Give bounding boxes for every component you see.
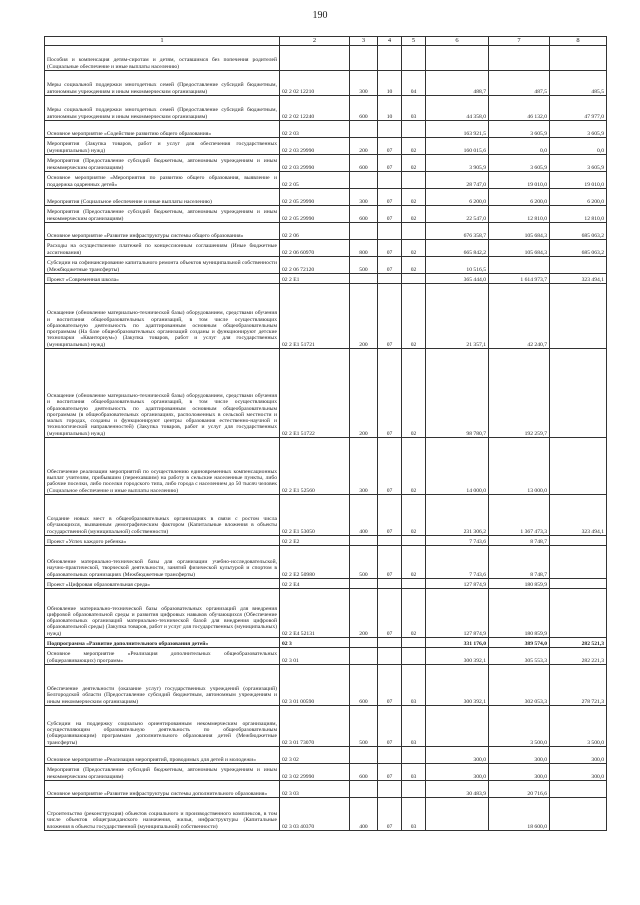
section-code: [378, 223, 402, 240]
subsection-code: 03: [402, 706, 426, 747]
table-row: [45, 121, 607, 138]
section-code: 07: [378, 240, 402, 257]
table-row: [45, 536, 607, 546]
section-code: 07: [378, 349, 402, 438]
amount-year-3: 12 810,0: [550, 206, 607, 223]
subsection-code: [402, 172, 426, 189]
target-article-code: 02 2 05 29990: [280, 189, 350, 206]
amount-year-2: 3 605,9: [489, 121, 550, 138]
section-code: 07: [378, 206, 402, 223]
amount-year-3: 323 494,1: [550, 495, 607, 536]
amount-year-3: 282 221,3: [550, 648, 607, 665]
target-article-code: 02 3 03: [280, 781, 350, 798]
expense-type-code: 300: [350, 438, 378, 495]
amount-year-3: 47 977,0: [550, 96, 607, 121]
subsection-code: 02: [402, 438, 426, 495]
target-article-code: 02 2 06 72120: [280, 257, 350, 274]
amount-year-2: [489, 46, 550, 71]
subsection-code: 02: [402, 257, 426, 274]
target-article-code: 02 2 06: [280, 223, 350, 240]
amount-year-3: 300,0: [550, 764, 607, 781]
amount-year-3: [550, 536, 607, 546]
section-code: [378, 747, 402, 764]
table-row: [45, 781, 607, 798]
expense-type-code: [350, 46, 378, 71]
page-number: 190: [312, 10, 328, 21]
row-name-cell: Мероприятия (Предоставление субсидий бюджетным, автономным учреждениям и иным некоммерческим организациям): [45, 764, 280, 781]
amount-year-2: 20 716,6: [489, 781, 550, 798]
subsection-code: 02: [402, 349, 426, 438]
amount-year-2: 300,0: [489, 747, 550, 764]
amount-year-1: 331 176,0: [426, 638, 489, 648]
amount-year-1: 7 743,6: [426, 536, 489, 546]
target-article-code: 02 2 E1 51722: [280, 349, 350, 438]
row-name-cell: Обновление материально-технической базы образовательных организаций для внедрения цифровой образовательной среды и развития цифровых навыков обучающихся (Обеспечение образовательных организаций материально-технической базой для внедрения цифровой образовательной среды) (Закупка товаров, работ и услуг для государственных (муниципальных) нужд): [45, 589, 280, 638]
table-row: [45, 257, 607, 274]
budget-table: [44, 36, 607, 831]
section-code: 07: [378, 155, 402, 172]
target-article-code: 02 3 02 29990: [280, 764, 350, 781]
target-article-code: 02 2 02 12240: [280, 96, 350, 121]
subsection-code: 03: [402, 96, 426, 121]
row-name-cell: Меры социальной поддержки многодетных семей (Предоставление субсидий бюджетным, автономным учреждениям и иным некоммерческим организациям): [45, 71, 280, 96]
amount-year-1: 231 306,2: [426, 495, 489, 536]
section-code: [378, 274, 402, 284]
table-row: [45, 172, 607, 189]
table-row: [45, 589, 607, 638]
amount-year-3: 485,5: [550, 71, 607, 96]
amount-year-3: [550, 349, 607, 438]
target-article-code: 02 2 03: [280, 121, 350, 138]
amount-year-1: 7 743,6: [426, 546, 489, 579]
subsection-code: 02: [402, 206, 426, 223]
subsection-code: [402, 274, 426, 284]
subsection-code: 02: [402, 589, 426, 638]
amount-year-2: 13 000,0: [489, 438, 550, 495]
subsection-code: 02: [402, 189, 426, 206]
expense-type-code: 600: [350, 206, 378, 223]
row-name-cell: Меры социальной поддержки многодетных семей (Предоставление субсидий бюджетным, автономным учреждениям и иным некоммерческим организациям): [45, 96, 280, 121]
section-code: [378, 121, 402, 138]
row-name-cell: Проект «Успех каждого ребенка»: [45, 536, 280, 546]
subsection-code: [402, 536, 426, 546]
row-name-cell: Расходы на осуществление платежей по концессионным соглашениям (Иные бюджетные ассигнования): [45, 240, 280, 257]
expense-type-code: [350, 579, 378, 589]
amount-year-3: 3 605,9: [550, 121, 607, 138]
expense-type-code: [350, 638, 378, 648]
subsection-code: 03: [402, 665, 426, 706]
expense-type-code: [350, 274, 378, 284]
row-name-cell: Подпрограмма «Развитие дополнительного образования детей»: [45, 638, 280, 648]
amount-year-1: 160 015,6: [426, 138, 489, 155]
expense-type-code: 800: [350, 240, 378, 257]
amount-year-1: 300 392,1: [426, 665, 489, 706]
table-row: [45, 46, 607, 71]
expense-type-code: 300: [350, 189, 378, 206]
section-code: [378, 46, 402, 71]
amount-year-1: 30 483,9: [426, 781, 489, 798]
amount-year-1: [426, 46, 489, 71]
amount-year-3: 3 605,9: [550, 155, 607, 172]
table-row: [45, 438, 607, 495]
column-header: 1: [45, 37, 280, 46]
row-name-cell: Основное мероприятие «Реализация мероприятий, проводимых для детей и молодежи»: [45, 747, 280, 764]
amount-year-1: 488,7: [426, 71, 489, 96]
target-article-code: 02 3 03 40370: [280, 798, 350, 831]
target-article-code: 02 2 E2 50980: [280, 546, 350, 579]
amount-year-2: 192 259,7: [489, 349, 550, 438]
amount-year-2: 180 859,9: [489, 579, 550, 589]
table-row: [45, 206, 607, 223]
amount-year-2: 12 810,0: [489, 206, 550, 223]
subsection-code: [402, 579, 426, 589]
section-code: 07: [378, 764, 402, 781]
amount-year-2: 8 748,7: [489, 546, 550, 579]
amount-year-1: 300,0: [426, 764, 489, 781]
column-header: 2: [280, 37, 350, 46]
amount-year-3: 300,0: [550, 747, 607, 764]
column-header: 5: [402, 37, 426, 46]
table-row: [45, 648, 607, 665]
table-row: [45, 189, 607, 206]
target-article-code: 02 2 E1 52560: [280, 438, 350, 495]
table-row: [45, 284, 607, 349]
target-article-code: 02 2 06 60970: [280, 240, 350, 257]
amount-year-2: 389 574,0: [489, 638, 550, 648]
amount-year-1: 163 921,5: [426, 121, 489, 138]
expense-type-code: [350, 172, 378, 189]
amount-year-3: [550, 438, 607, 495]
amount-year-2: 0,0: [489, 138, 550, 155]
section-code: 07: [378, 138, 402, 155]
expense-type-code: [350, 747, 378, 764]
section-code: 07: [378, 257, 402, 274]
amount-year-3: 278 721,3: [550, 665, 607, 706]
section-code: 07: [378, 798, 402, 831]
table-row: [45, 96, 607, 121]
expense-type-code: 600: [350, 764, 378, 781]
row-name-cell: Мероприятия (Социальное обеспечение и иные выплаты населению): [45, 189, 280, 206]
amount-year-3: 282 521,3: [550, 638, 607, 648]
amount-year-3: [550, 284, 607, 349]
target-article-code: 02 3: [280, 638, 350, 648]
target-article-code: [280, 46, 350, 71]
section-code: 07: [378, 706, 402, 747]
target-article-code: 02 2 E1 51721: [280, 284, 350, 349]
row-name-cell: Создание новых мест в общеобразовательных организациях в связи с ростом числа обучающихся, вызванным демографическим фактором (Капитальные вложения в объекты государственной (муниципальной) собственности): [45, 495, 280, 536]
row-name-cell: Обеспечение деятельности (оказание услуг) государственных учреждений (организаций) Белгородской области (Предоставление субсидий бюджетным, автономным учреждениям и иным некоммерческим организациям): [45, 665, 280, 706]
section-code: [378, 579, 402, 589]
amount-year-3: 3 500,0: [550, 706, 607, 747]
row-name-cell: Оснащение (обновление материально-технической базы) оборудованием, средствами обучения и воспитания общеобразовательных организаций, в том числе осуществляющих образовательную деятельность по адаптированным основным общеобразовательным программам (На базе общеобразовательных организаций созданы и функционируют детские технопарки «Кванториум») (Закупка товаров, работ и услуг для государственных (муниципальных) нужд): [45, 284, 280, 349]
target-article-code: 02 3 02: [280, 747, 350, 764]
amount-year-3: 323 494,1: [550, 274, 607, 284]
row-name-cell: Субсидии на поддержку социально ориентированным некоммерческим организациям, осуществляющим образовательную деятельность по общеобразовательным (общеразвивающим) программам дополнительного образования детей (Межбюджетные трансферты): [45, 706, 280, 747]
amount-year-2: 42 240,7: [489, 284, 550, 349]
table-row: [45, 798, 607, 831]
amount-year-2: 18 600,0: [489, 798, 550, 831]
target-article-code: 02 2 02 12210: [280, 71, 350, 96]
expense-type-code: 400: [350, 798, 378, 831]
expense-type-code: 600: [350, 96, 378, 121]
amount-year-3: [550, 798, 607, 831]
subsection-code: 02: [402, 155, 426, 172]
amount-year-3: 0,0: [550, 138, 607, 155]
section-code: [378, 648, 402, 665]
amount-year-1: 676 358,7: [426, 223, 489, 240]
amount-year-3: 685 063,2: [550, 223, 607, 240]
amount-year-1: 28 747,0: [426, 172, 489, 189]
target-article-code: 02 2 E2: [280, 536, 350, 546]
column-header: 7: [489, 37, 550, 46]
section-code: [378, 781, 402, 798]
expense-type-code: 200: [350, 589, 378, 638]
amount-year-1: 365 444,0: [426, 274, 489, 284]
row-name-cell: Основное мероприятие «Реализация дополнительных общеобразовательных (общеразвивающих) программ»: [45, 648, 280, 665]
amount-year-1: 14 000,0: [426, 438, 489, 495]
amount-year-2: 1 614 973,7: [489, 274, 550, 284]
amount-year-2: 180 859,9: [489, 589, 550, 638]
subsection-code: [402, 223, 426, 240]
table-row: [45, 138, 607, 155]
expense-type-code: 500: [350, 706, 378, 747]
expense-type-code: [350, 121, 378, 138]
amount-year-3: 19 010,0: [550, 172, 607, 189]
expense-type-code: 600: [350, 155, 378, 172]
amount-year-3: [550, 589, 607, 638]
header-row: [45, 37, 607, 46]
amount-year-2: 105 684,3: [489, 240, 550, 257]
section-code: 07: [378, 495, 402, 536]
amount-year-2: 105 684,3: [489, 223, 550, 240]
amount-year-3: [550, 257, 607, 274]
expense-type-code: 600: [350, 665, 378, 706]
table-row: [45, 495, 607, 536]
section-code: 07: [378, 438, 402, 495]
subsection-code: 03: [402, 764, 426, 781]
table-row: [45, 764, 607, 781]
table-row: [45, 155, 607, 172]
subsection-code: [402, 747, 426, 764]
table-row: [45, 546, 607, 579]
row-name-cell: Обеспечение реализации мероприятий по осуществлению единовременных компенсационных выплат учителям, прибывшим (переехавшим) на работу в сельские населенные пункты, либо рабочие поселки, либо поселки городского типа, либо города с населением до 50 тысяч человек (Социальное обеспечение и иные выплаты населению): [45, 438, 280, 495]
column-header: 4: [378, 37, 402, 46]
row-name-cell: Субсидии на софинансирование капитального ремонта объектов муниципальной собственности (Межбюджетные трансферты): [45, 257, 280, 274]
section-code: [378, 638, 402, 648]
subsection-code: [402, 781, 426, 798]
amount-year-1: 22 547,0: [426, 206, 489, 223]
amount-year-3: 6 200,0: [550, 189, 607, 206]
subsection-code: 02: [402, 240, 426, 257]
amount-year-1: 665 842,2: [426, 240, 489, 257]
expense-type-code: 200: [350, 284, 378, 349]
row-name-cell: Основное мероприятие «Содействие развитию общего образования»: [45, 121, 280, 138]
table-row: [45, 274, 607, 284]
subsection-code: [402, 638, 426, 648]
amount-year-2: 305 553,3: [489, 648, 550, 665]
row-name-cell: Проект «Цифровая образовательная среда»: [45, 579, 280, 589]
target-article-code: 02 3 01 00590: [280, 665, 350, 706]
amount-year-1: 10 516,5: [426, 257, 489, 274]
expense-type-code: 500: [350, 257, 378, 274]
amount-year-3: [550, 781, 607, 798]
amount-year-3: [550, 579, 607, 589]
column-header: 3: [350, 37, 378, 46]
target-article-code: 02 2 03 29990: [280, 138, 350, 155]
target-article-code: 02 2 E1 53050: [280, 495, 350, 536]
section-code: [378, 536, 402, 546]
table-row: [45, 579, 607, 589]
amount-year-1: 127 874,9: [426, 579, 489, 589]
amount-year-1: [426, 798, 489, 831]
expense-type-code: [350, 648, 378, 665]
table-row: [45, 747, 607, 764]
amount-year-1: 44 358,0: [426, 96, 489, 121]
expense-type-code: [350, 223, 378, 240]
row-name-cell: Проект «Современная школа»: [45, 274, 280, 284]
section-code: [378, 172, 402, 189]
amount-year-2: 3 605,9: [489, 155, 550, 172]
expense-type-code: 200: [350, 138, 378, 155]
amount-year-3: [550, 46, 607, 71]
row-name-cell: Мероприятия (Предоставление субсидий бюджетным, автономным учреждениям и иным некоммерческим организациям): [45, 206, 280, 223]
column-header: 8: [550, 37, 607, 46]
row-name-cell: Основное мероприятие «Развитие инфраструктуры системы общего образования»: [45, 223, 280, 240]
subsection-code: [402, 121, 426, 138]
target-article-code: 02 2 05: [280, 172, 350, 189]
amount-year-2: 6 200,0: [489, 189, 550, 206]
table-row: [45, 349, 607, 438]
section-code: 07: [378, 546, 402, 579]
section-code: 07: [378, 284, 402, 349]
subsection-code: 02: [402, 495, 426, 536]
expense-type-code: 200: [350, 349, 378, 438]
amount-year-3: [550, 546, 607, 579]
amount-year-2: 487,5: [489, 71, 550, 96]
amount-year-2: 300,0: [489, 764, 550, 781]
amount-year-1: [426, 706, 489, 747]
row-name-cell: Мероприятия (Закупка товаров, работ и услуг для обеспечения государственных (муниципальных) нужд): [45, 138, 280, 155]
column-header: 6: [426, 37, 489, 46]
row-name-cell: Основное мероприятие «Развитие инфраструктуры системы дополнительного образования»: [45, 781, 280, 798]
row-name-cell: Обновление материально-технической базы для организации учебно-исследовательской, научно-практической, творческой деятельности, занятий физической культурой и спортом в образовательных организациях (Межбюджетные трансферты): [45, 546, 280, 579]
amount-year-1: 127 874,9: [426, 589, 489, 638]
amount-year-2: [489, 257, 550, 274]
amount-year-1: 300,0: [426, 747, 489, 764]
target-article-code: 02 3 01 73070: [280, 706, 350, 747]
amount-year-1: 21 357,1: [426, 284, 489, 349]
row-name-cell: Пособия и компенсация детям-сиротам и детям, оставшимся без попечения родителей (Социальные обеспечение и иные выплаты населению): [45, 46, 280, 71]
amount-year-2: 3 500,0: [489, 706, 550, 747]
subsection-code: 03: [402, 798, 426, 831]
target-article-code: 02 2 03 29990: [280, 155, 350, 172]
section-code: 07: [378, 665, 402, 706]
amount-year-2: 1 367 473,3: [489, 495, 550, 536]
target-article-code: 02 2 05 29990: [280, 206, 350, 223]
subsection-code: 02: [402, 138, 426, 155]
subsection-code: [402, 648, 426, 665]
amount-year-1: 6 200,0: [426, 189, 489, 206]
subsection-code: [402, 46, 426, 71]
amount-year-2: 46 132,0: [489, 96, 550, 121]
table-row: [45, 240, 607, 257]
row-name-cell: Мероприятия (Предоставление субсидий бюджетным, автономным учреждениям и иным некоммерческим организациям): [45, 155, 280, 172]
table-row: [45, 223, 607, 240]
amount-year-3: 685 063,2: [550, 240, 607, 257]
section-code: 10: [378, 71, 402, 96]
table-row: [45, 638, 607, 648]
section-code: 10: [378, 96, 402, 121]
expense-type-code: [350, 781, 378, 798]
subsection-code: 02: [402, 284, 426, 349]
row-name-cell: Строительство (реконструкция) объектов социального и производственного комплексов, в том числе объектов общегражданского назначения, жилья, инфраструктуры (Капитальные вложения в объекты государственной (муниципальной) собственности): [45, 798, 280, 831]
table-row: [45, 71, 607, 96]
row-name-cell: Основное мероприятие «Мероприятия по развитию общего образования, выявление и поддержка одаренных детей»: [45, 172, 280, 189]
amount-year-2: 19 010,0: [489, 172, 550, 189]
row-name-cell: Оснащение (обновление материально-технической базы) оборудованием, средствами обучения и воспитания общеобразовательных организаций, в том числе осуществляющих образовательную деятельность по адаптированным основным общеобразовательным программам (в общеобразовательных организациях, расположенных в сельской местности и малых городах, созданы и функционируют центры образования естественно-научной и технологической направленностей) (Закупка товаров, работ и услуг для государственных (муниципальных) нужд): [45, 349, 280, 438]
expense-type-code: 500: [350, 546, 378, 579]
target-article-code: 02 2 E4: [280, 579, 350, 589]
table-row: [45, 665, 607, 706]
subsection-code: 04: [402, 71, 426, 96]
amount-year-2: 8 748,7: [489, 536, 550, 546]
table-row: [45, 706, 607, 747]
expense-type-code: [350, 536, 378, 546]
section-code: 07: [378, 589, 402, 638]
expense-type-code: 300: [350, 71, 378, 96]
amount-year-1: 300 392,1: [426, 648, 489, 665]
target-article-code: 02 3 01: [280, 648, 350, 665]
amount-year-1: 3 905,9: [426, 155, 489, 172]
amount-year-1: 98 780,7: [426, 349, 489, 438]
expense-type-code: 400: [350, 495, 378, 536]
target-article-code: 02 2 E1: [280, 274, 350, 284]
amount-year-2: 302 053,3: [489, 665, 550, 706]
subsection-code: 02: [402, 546, 426, 579]
target-article-code: 02 2 E4 52131: [280, 589, 350, 638]
section-code: 07: [378, 189, 402, 206]
